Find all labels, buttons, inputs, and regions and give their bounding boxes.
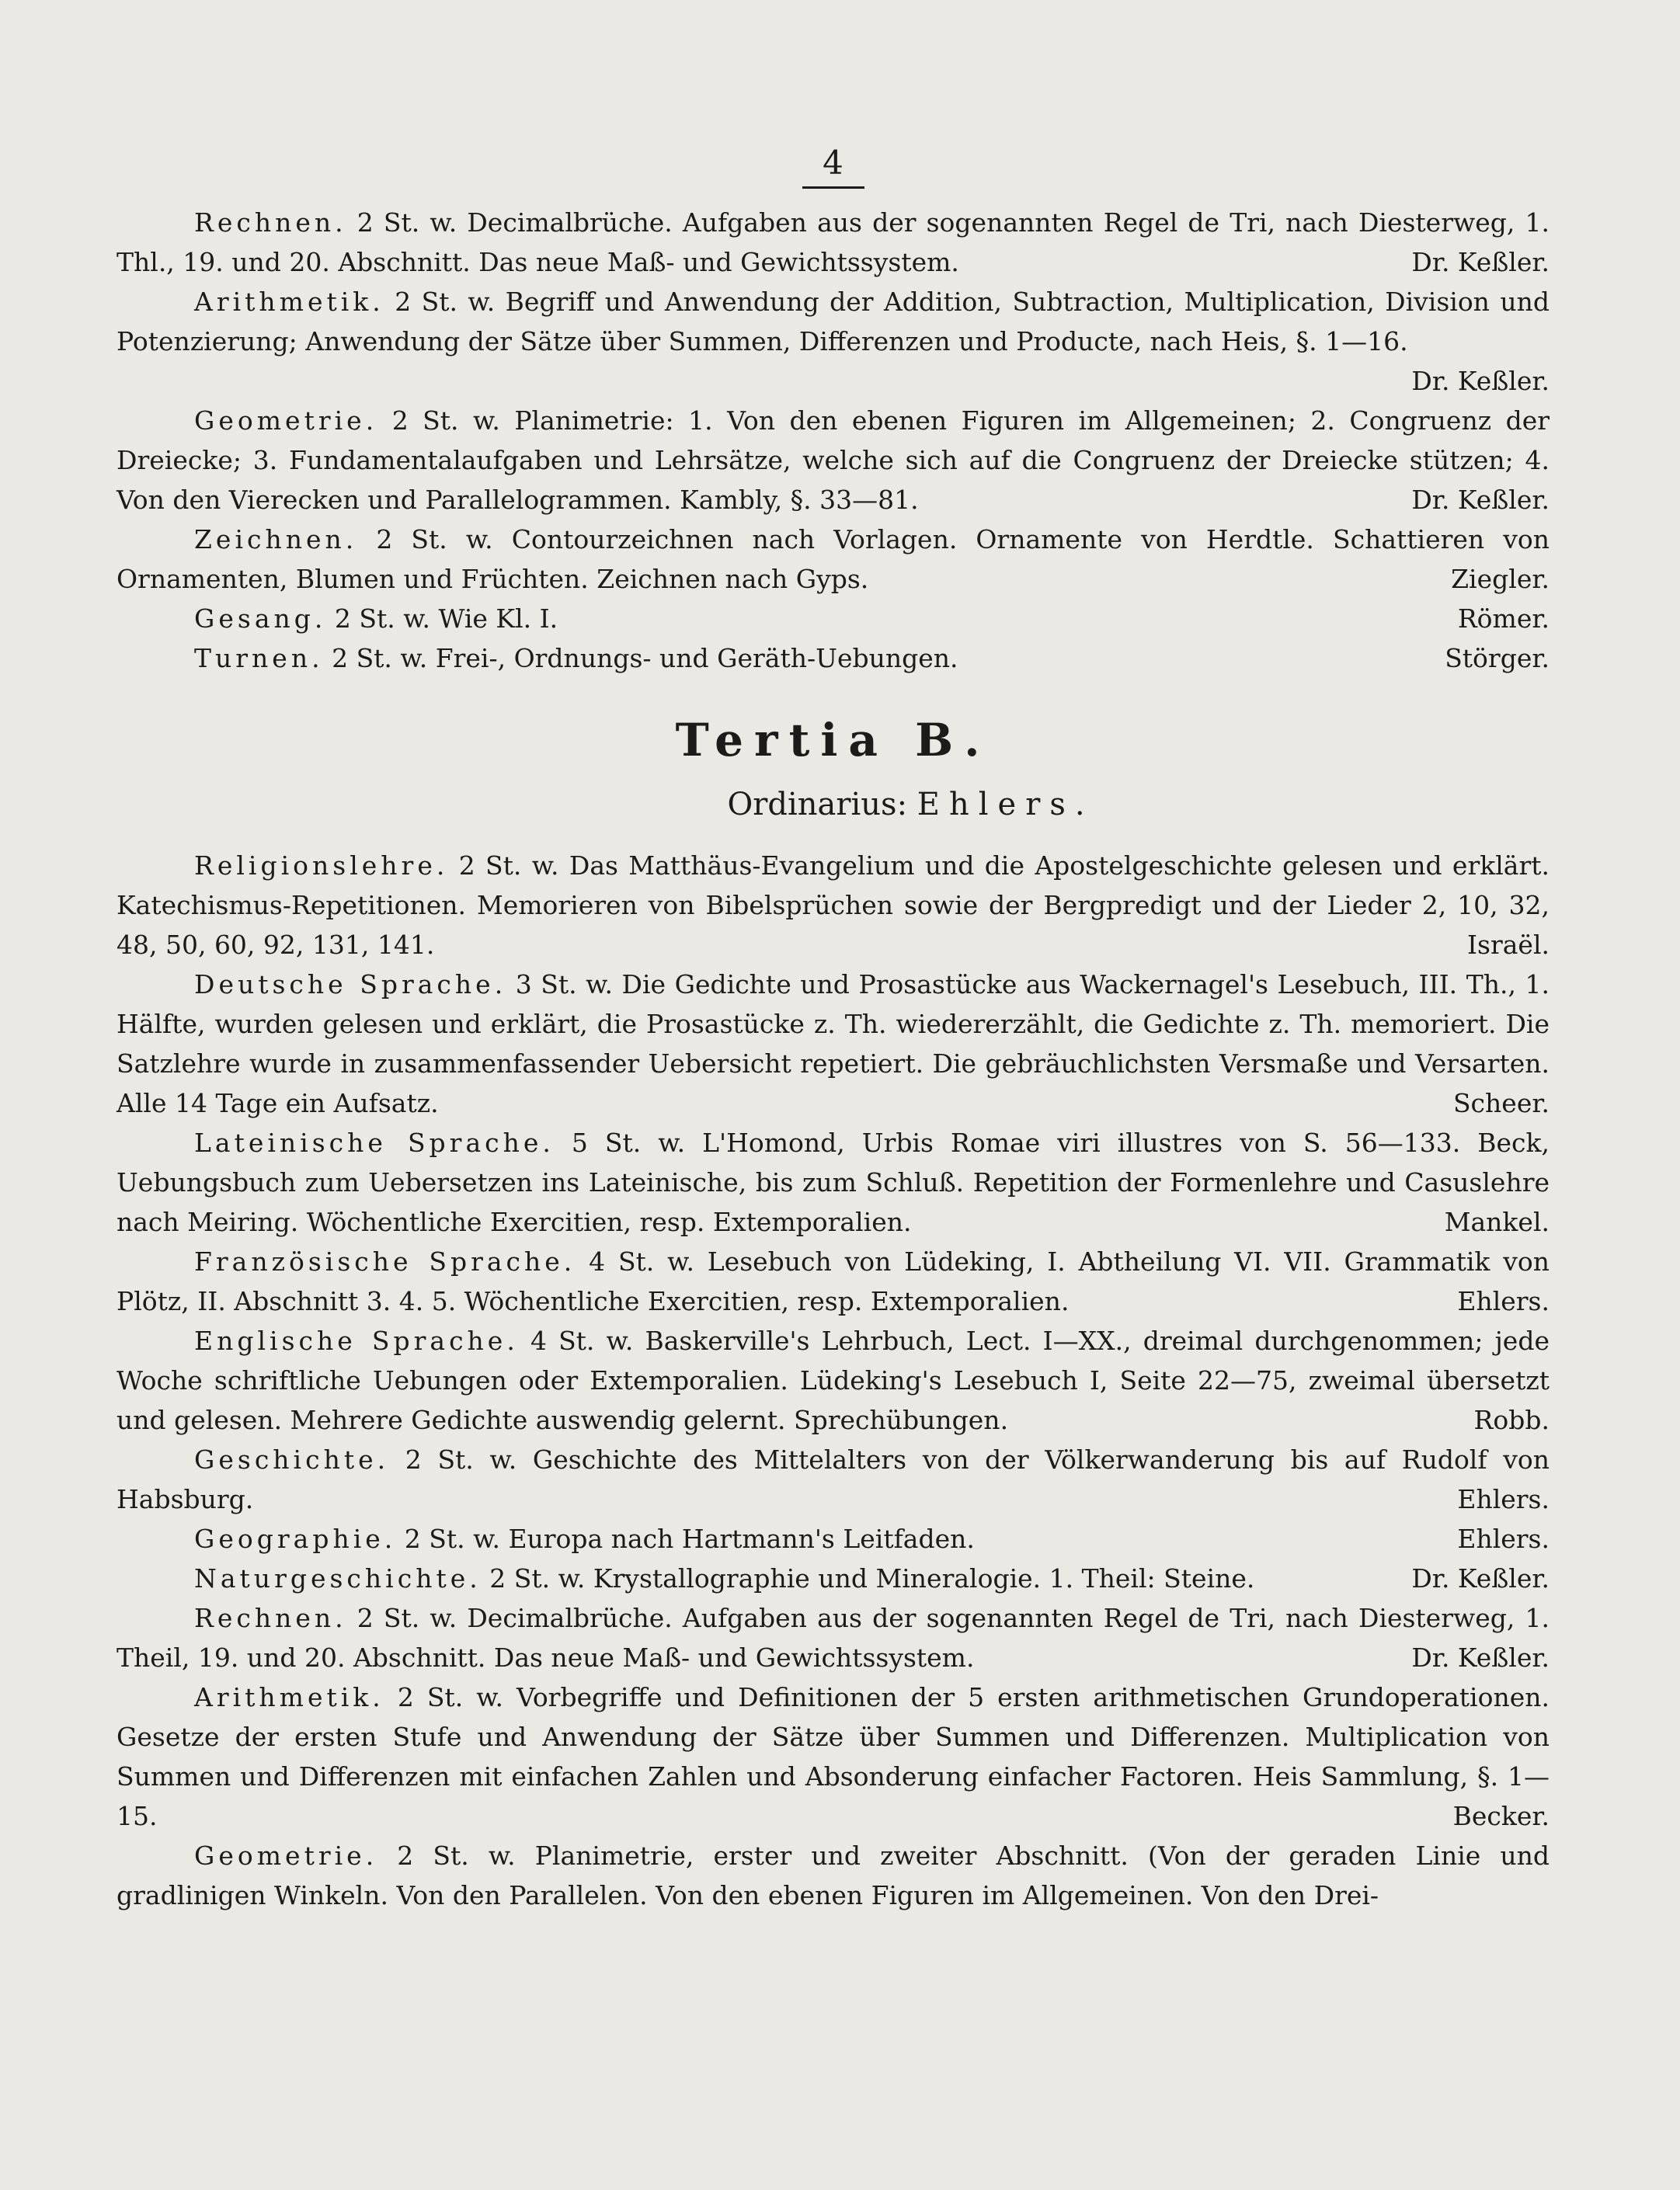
course-teacher: Israël. [1467,930,1550,960]
course-teacher: Römer. [1457,603,1550,634]
course-entry [117,520,1550,599]
course-subject: Lateinische Sprache. [194,1128,555,1158]
course-description: 2 St. w. Planimetrie: 1. Von den ebenen Figuren im Allgemeinen; 2. Congruenz der Dreiecke; 3. Fundamentalaufgaben und Lehrsätze, welche sich auf die Congruenz der Dreiecke stützen; 4. Von den Vierecken und Parallelogrammen. Kambly, §. 33—81. [117,405,1550,515]
course-subject: Religionslehre. [194,850,449,881]
course-entry [117,203,1550,282]
course-description: 2 St. w. Krystallographie und Mineralogie. 1. Theil: Steine. [489,1563,1255,1594]
course-teacher: Dr. Keßler. [1411,366,1550,396]
course-entry [117,282,1550,401]
course-description: 5 St. w. L'Homond, Urbis Romae viri illustres von S. 56—133. Beck, Uebungsbuch zum Uebersetzen ins Lateinische, bis zum Schluß. Repetition der Formenlehre und Casuslehre nach Meiring. Wöchentliche Exercitien, resp. Extemporalien. [117,1128,1550,1237]
course-entry [117,1836,1550,1915]
ordinarius-name: Ehlers. [917,787,1094,822]
course-teacher: Ziegler. [1451,564,1550,594]
course-subject: Arithmetik. [194,1682,384,1712]
course-subject: Zeichnen. [194,524,358,554]
course-list-tertia-b [117,846,1550,1915]
course-subject: Geometrie. [194,405,378,436]
document-page [117,140,1550,1915]
page-number: 4 [823,144,843,182]
course-description: 3 St. w. Die Gedichte und Prosastücke aus Wackernagel's Lesebuch, III. Th., 1. Hälfte, wurden gelesen und erklärt, die Prosastücke z. Th. wiedererzählt, die Gedichte z. Th. memoriert. Die Satzlehre wurde in zusammenfassender Uebersicht repetiert. Die gebräuchlichsten Versmaße und Versarten. Alle 14 Tage ein Aufsatz. [117,969,1550,1118]
course-entry [117,1519,1550,1559]
ordinarius-label: Ordinarius: [727,787,908,822]
course-entry [117,965,1550,1123]
course-subject: Deutsche Sprache. [194,969,507,999]
course-teacher: Robb. [1473,1405,1550,1435]
course-teacher: Dr. Keßler. [1411,247,1550,277]
course-subject: Geschichte. [194,1444,390,1475]
course-description: 2 St. w. Decimalbrüche. Aufgaben aus der sogenannten Regel de Tri, nach Diesterweg, 1. Thl., 19. und 20. Abschnitt. Das neue Maß- und Gewichtssystem. [117,207,1550,277]
course-description: 2 St. w. Begriff und Anwendung der Addition, Subtraction, Multiplication, Division und Potenzierung; Anwendung der Sätze über Summen, Differenzen und Producte, nach Heis, §. 1—16. [117,287,1550,356]
course-teacher: Becker. [1452,1801,1550,1831]
course-entry [117,1440,1550,1519]
course-teacher: Ehlers. [1457,1524,1550,1554]
course-subject: Rechnen. [194,1603,347,1633]
course-entry [117,1559,1550,1598]
course-subject: Arithmetik. [194,287,384,317]
course-entry [117,846,1550,965]
course-entry [117,1123,1550,1242]
course-teacher: Dr. Keßler. [1411,485,1550,515]
course-entry [117,638,1550,678]
course-teacher: Mankel. [1444,1207,1550,1237]
course-description: 2 St. w. Frei-, Ordnungs- und Geräth-Uebungen. [332,643,958,673]
course-list-upper [117,203,1550,678]
course-subject: Turnen. [194,643,324,673]
course-description: 2 St. w. Wie Kl. I. [334,603,558,634]
course-entry [117,1598,1550,1677]
course-description: 2 St. w. Geschichte des Mittelalters von der Völkerwanderung bis auf Rudolf von Habsburg. [117,1444,1550,1514]
course-subject: Rechnen. [194,207,347,238]
course-teacher: Scheer. [1452,1088,1550,1118]
course-teacher: Dr. Keßler. [1411,1563,1550,1594]
course-entry [117,401,1550,520]
course-subject: Geometrie. [194,1841,378,1871]
course-subject: Geographie. [194,1524,397,1554]
course-teacher: Ehlers. [1457,1484,1550,1514]
course-subject: Gesang. [194,603,327,634]
course-description: 2 St. w. Decimalbrüche. Aufgaben aus der sogenannten Regel de Tri, nach Diesterweg, 1. Theil, 19. und 20. Abschnitt. Das neue Maß- und Gewichtssystem. [117,1603,1550,1673]
course-entry [117,1242,1550,1321]
course-entry [117,1321,1550,1440]
course-description: 2 St. w. Contourzeichnen nach Vorlagen. Ornamente von Herdtle. Schattieren von Ornamenten, Blumen und Früchten. Zeichnen nach Gyps. [117,524,1550,594]
ordinarius-line [117,777,1550,832]
course-entry [117,599,1550,638]
course-description: 4 St. w. Lesebuch von Lüdeking, I. Abtheilung VI. VII. Grammatik von Plötz, II. Abschnitt 3. 4. 5. Wöchentliche Exercitien, resp. Extemporalien. [117,1246,1550,1316]
section-title: Tertia B. [675,714,991,766]
course-description: 2 St. w. Planimetrie, erster und zweiter Abschnitt. (Von der geraden Linie und gradlinigen Winkeln. Von den Parallelen. Von den ebenen Figuren im Allgemeinen. Von den Drei- [117,1841,1550,1910]
course-subject: Französische Sprache. [194,1246,576,1277]
course-entry [117,1677,1550,1836]
course-description: 4 St. w. Baskerville's Lehrbuch, Lect. I—XX., dreimal durchgenommen; jede Woche schriftliche Uebungen oder Extemporalien. Lüdeking's Lesebuch I, Seite 22—75, zweimal übersetzt und gelesen. Mehrere Gedichte auswendig gelernt. Sprechübungen. [117,1326,1550,1435]
course-teacher: Störger. [1445,643,1550,673]
page-number-rule [802,186,864,189]
course-description: 2 St. w. Das Matthäus-Evangelium und die Apostelgeschichte gelesen und erklärt. Katechismus-Repetitionen. Memorieren von Bibelsprüchen sowie der Bergpredigt und der Lieder 2, 10, 32, 48, 50, 60, 92, 131, 141. [117,850,1550,960]
course-teacher: Dr. Keßler. [1411,1642,1550,1673]
course-description: 2 St. w. Europa nach Hartmann's Leitfaden. [404,1524,975,1554]
course-subject: Naturgeschichte. [194,1563,482,1594]
course-teacher: Ehlers. [1457,1286,1550,1316]
course-description: 2 St. w. Vorbegriffe und Definitionen der 5 ersten arithmetischen Grundoperationen. Gesetze der ersten Stufe und Anwendung der Sätze über Summen und Differenzen. Multiplication von Summen und Differenzen mit einfachen Zahlen und Absonderung einfacher Factoren. Heis Sammlung, §. 1—15. [117,1682,1550,1831]
course-subject: Englische Sprache. [194,1326,519,1356]
